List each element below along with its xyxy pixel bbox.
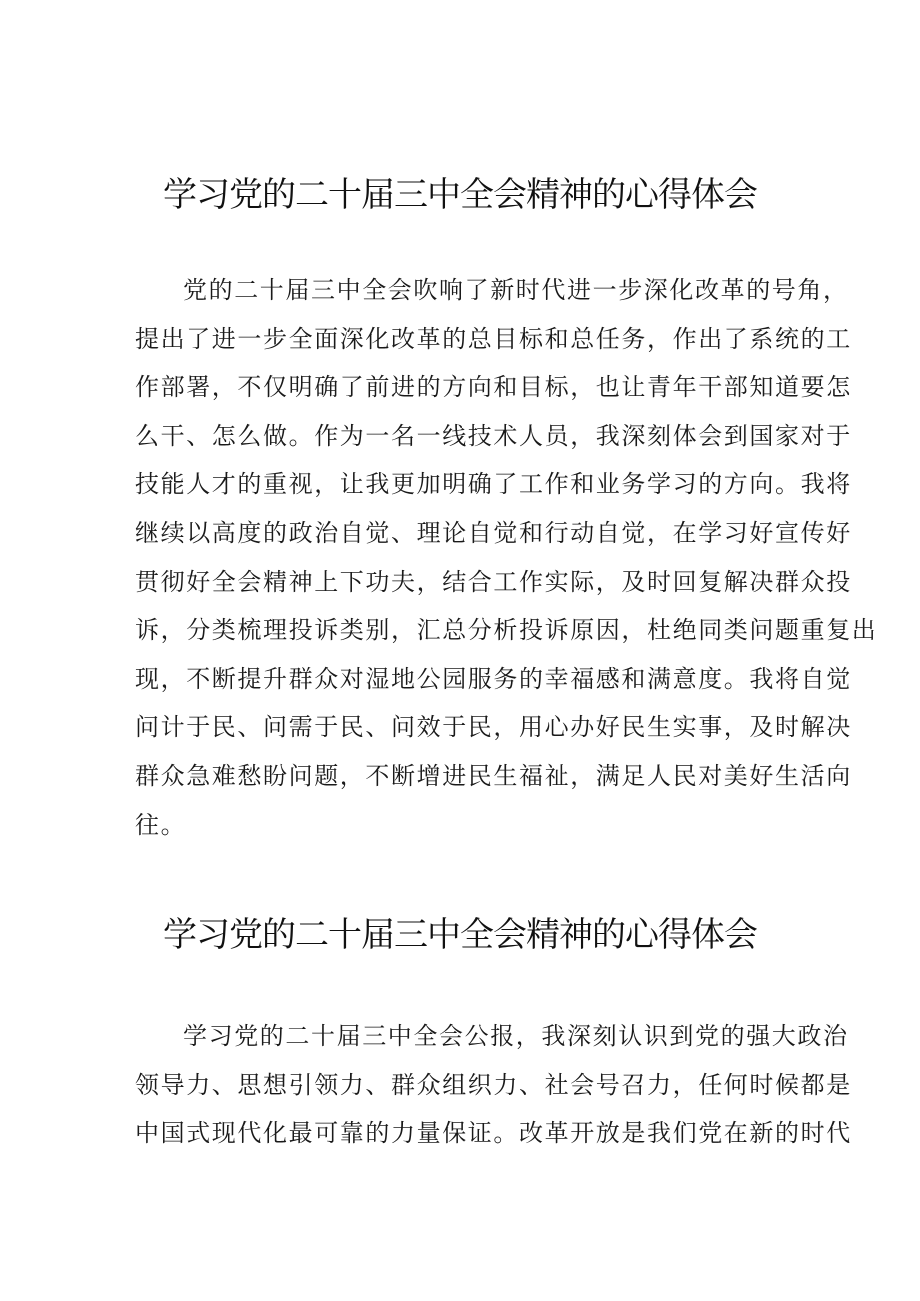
paragraph-line: 提出了进一步全面深化改革的总目标和总任务，作出了系统的工 — [135, 324, 852, 353]
paragraph-line: 诉，分类梳理投诉类别，汇总分析投诉原因，杜绝同类问题重复出 — [135, 616, 878, 645]
paragraph-line: 继续以高度的政治自觉、理论自觉和行动自觉，在学习好宣传好 — [135, 518, 852, 547]
paragraph-line: 作部署，不仅明确了前进的方向和目标，也让青年干部知道要怎 — [135, 373, 852, 402]
paragraph-line: 问计于民、问需于民、问效于民，用心办好民生实事，及时解决 — [135, 713, 852, 742]
paragraph-line: 技能人才的重视，让我更加明确了工作和业务学习的方向。我将 — [135, 470, 852, 499]
section-1-paragraph — [135, 266, 878, 849]
section-2-title: 学习党的二十届三中全会精神的心得体会 — [163, 915, 757, 955]
section-1-title: 学习党的二十届三中全会精神的心得体会 — [163, 175, 757, 215]
paragraph-line: 领导力、思想引领力、群众组织力、社会号召力，任何时候都是 — [135, 1070, 852, 1099]
paragraph-line: 往。 — [135, 810, 187, 839]
paragraph-line: 现，不断提升群众对湿地公园服务的幸福感和满意度。我将自觉 — [135, 664, 852, 693]
paragraph-line: 党的二十届三中全会吹响了新时代进一步深化改革的号角， — [183, 276, 849, 304]
section-2-paragraph — [135, 1012, 852, 1158]
paragraph-line: 中国式现代化最可靠的力量保证。改革开放是我们党在新的时代 — [135, 1119, 852, 1148]
paragraph-line: 贯彻好全会精神上下功夫，结合工作实际，及时回复解决群众投 — [135, 567, 852, 596]
paragraph-line: 么干、怎么做。作为一名一线技术人员，我深刻体会到国家对于 — [135, 421, 852, 450]
paragraph-line: 群众急难愁盼问题，不断增进民生福祉，满足人民对美好生活向 — [135, 761, 852, 790]
paragraph-line: 学习党的二十届三中全会公报，我深刻认识到党的强大政治 — [183, 1022, 849, 1050]
